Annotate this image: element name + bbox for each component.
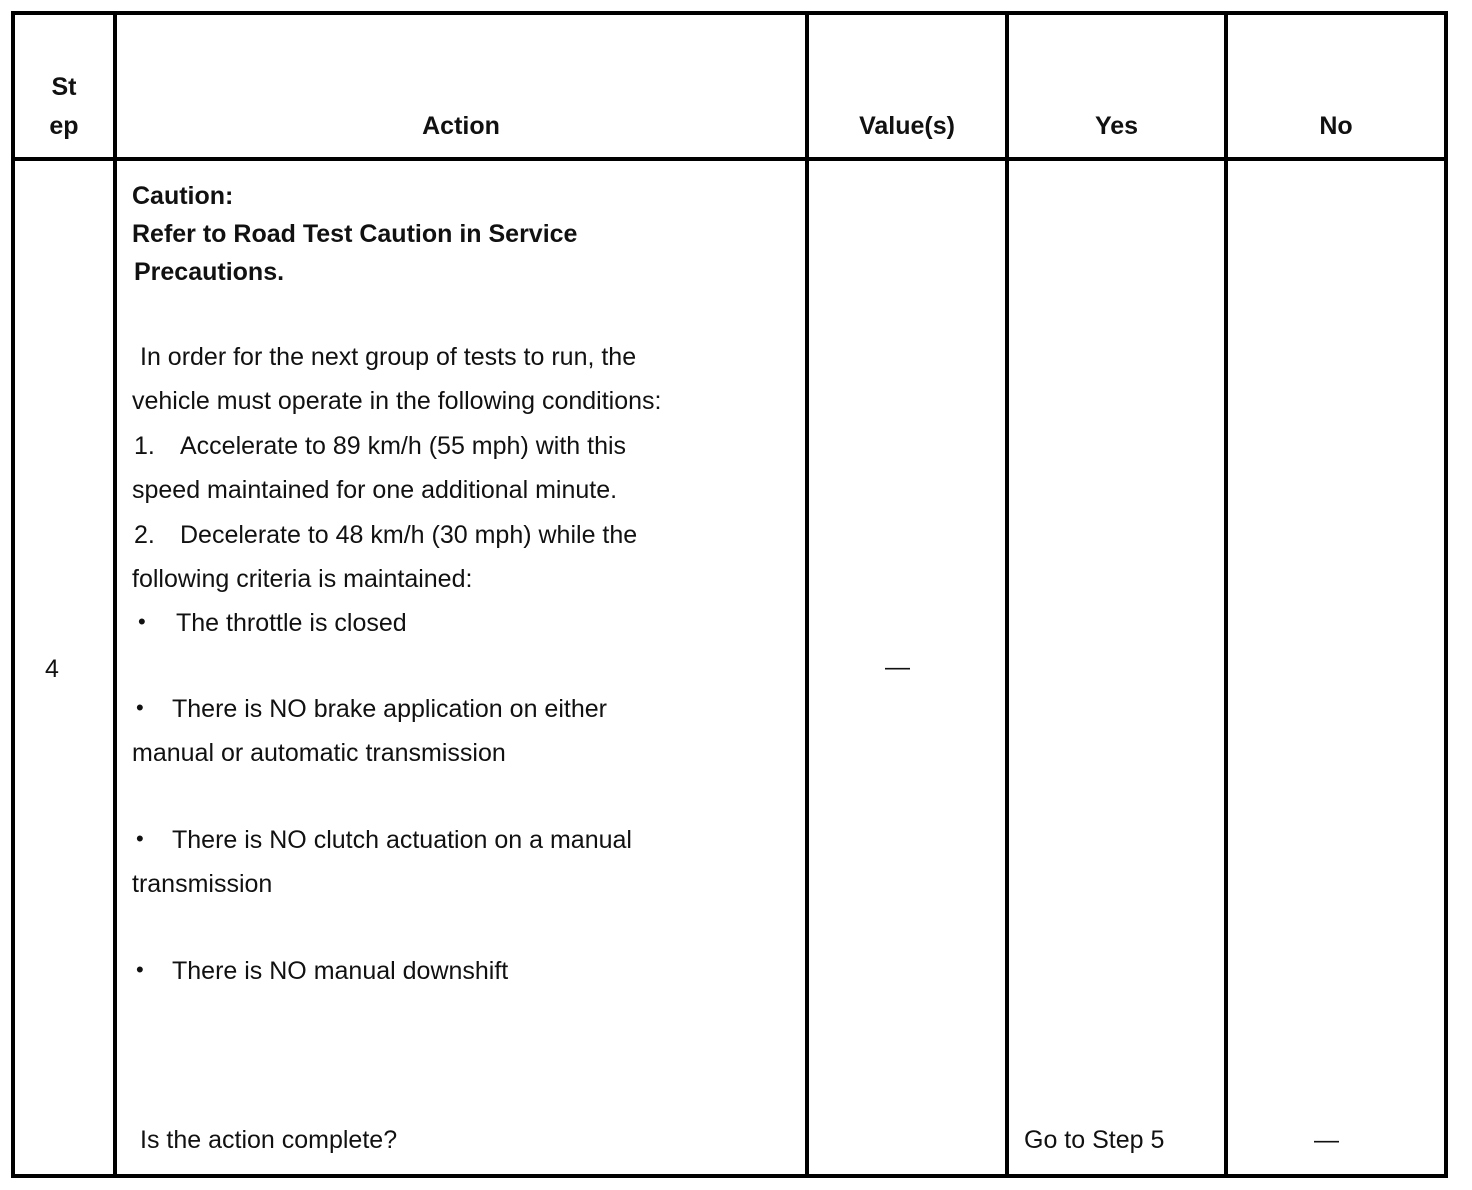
list-item-2-line2: following criteria is maintained:	[132, 565, 473, 593]
table-border-top	[11, 11, 1448, 15]
bullet-3-marker: •	[136, 826, 144, 851]
yes-result: Go to Step 5	[1024, 1126, 1165, 1154]
intro-line1: In order for the next group of tests to run, the	[140, 343, 637, 371]
header-step-line1: St	[51, 73, 77, 101]
header-no: No	[1319, 112, 1353, 140]
header-action: Action	[422, 112, 500, 140]
header-step-line2: ep	[49, 112, 79, 140]
header-yes: Yes	[1094, 112, 1139, 140]
caution-label: Caution:	[132, 182, 234, 210]
question-text: Is the action complete?	[140, 1126, 398, 1154]
table-border-right	[1444, 11, 1448, 1178]
value-dash: —	[885, 653, 910, 681]
bullet-3-text-line1: There is NO clutch actuation on a manual	[172, 826, 632, 854]
bullet-2-marker: •	[136, 695, 144, 720]
column-divider-step	[113, 11, 117, 1178]
no-result-dash: —	[1314, 1126, 1339, 1154]
list-number-2: 2.	[134, 521, 155, 549]
bullet-4-text: There is NO manual downshift	[172, 957, 509, 985]
header-values: Value(s)	[859, 112, 955, 140]
caution-text-line2: Precautions.	[134, 258, 285, 286]
bullet-4-marker: •	[136, 957, 144, 982]
bullet-2-text-line1: There is NO brake application on either	[172, 695, 607, 723]
step-number: 4	[45, 655, 59, 683]
header-divider	[11, 157, 1448, 161]
bullet-2-text-line2: manual or automatic transmission	[132, 739, 506, 767]
column-divider-action	[805, 11, 809, 1178]
caution-text-line1: Refer to Road Test Caution in Service	[132, 220, 578, 248]
table-border-bottom	[11, 1174, 1448, 1178]
list-item-1-line2: speed maintained for one additional minute.	[132, 476, 618, 504]
diagnostic-table	[11, 11, 1448, 1178]
column-divider-values	[1005, 11, 1009, 1178]
intro-line2: vehicle must operate in the following conditions:	[132, 387, 662, 415]
bullet-1-text: The throttle is closed	[176, 609, 407, 637]
table-border-left	[11, 11, 15, 1178]
list-item-2-line1: Decelerate to 48 km/h (30 mph) while the	[180, 521, 638, 549]
list-item-1-line1: Accelerate to 89 km/h (55 mph) with this	[180, 432, 627, 460]
bullet-1-marker: •	[138, 609, 146, 634]
column-divider-yes	[1224, 11, 1228, 1178]
bullet-3-text-line2: transmission	[132, 870, 273, 898]
list-number-1: 1.	[134, 432, 155, 460]
